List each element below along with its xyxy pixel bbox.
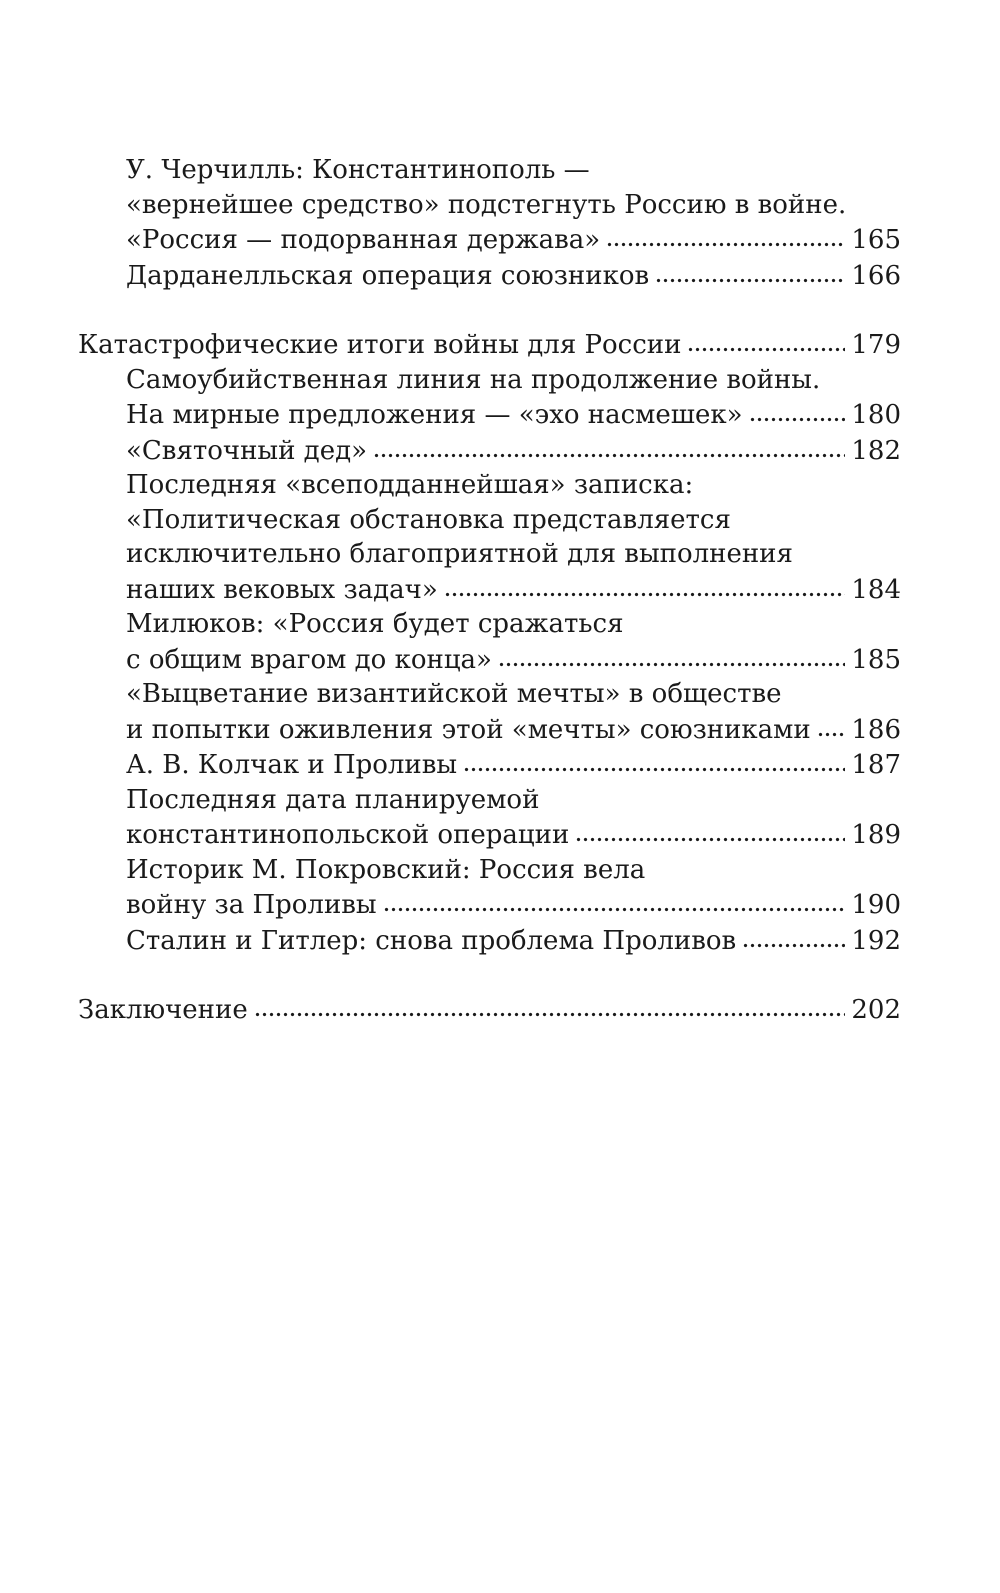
- toc-entry-line: [78, 222, 901, 258]
- toc-section-entry[interactable]: [78, 747, 901, 783]
- section-spacer: [78, 293, 901, 327]
- toc-group: [78, 153, 901, 293]
- toc-entry-line: [78, 433, 901, 469]
- toc-entry-title: «Святочный дед»: [126, 435, 367, 466]
- page-number: 180: [851, 400, 901, 430]
- toc-entry-line: [78, 503, 901, 538]
- toc-entry-title: У. Черчилль: Константинополь —: [126, 155, 590, 185]
- dot-leader: [749, 397, 846, 423]
- dot-leader: [742, 923, 845, 949]
- dot-leader: [254, 992, 846, 1018]
- toc-entry-line: [78, 923, 901, 959]
- dot-leader: [687, 327, 845, 353]
- dot-leader: [444, 572, 846, 598]
- toc-entry-title: войну за Проливы: [126, 890, 377, 920]
- toc-entry-title: Самоубийственная линия на продолжение войны.: [126, 364, 821, 395]
- toc-entry-title: Сталин и Гитлер: снова проблема Проливов: [126, 925, 737, 956]
- toc-entry-title: «Политическая обстановка представляется: [126, 504, 731, 535]
- toc-entry-title: «Выцветание византийской мечты» в обществе: [126, 679, 782, 709]
- toc-entry-title: наших вековых задач»: [126, 574, 438, 605]
- toc-entry-line: [78, 712, 901, 748]
- toc-chapter-entry[interactable]: [78, 992, 901, 1028]
- toc-section-entry[interactable]: [78, 607, 901, 677]
- toc-entry-title: Последняя «всеподданнейшая» записка:: [126, 470, 694, 500]
- toc-section-entry[interactable]: [78, 677, 901, 747]
- toc-section-entry[interactable]: [78, 258, 901, 294]
- toc-entry-line: [78, 607, 901, 642]
- toc-entry-line: [78, 363, 901, 398]
- toc-entry-title: Дарданелльская операция союзников: [126, 260, 650, 291]
- table-of-contents: [78, 153, 901, 1028]
- toc-entry-line: [78, 992, 901, 1028]
- toc-entry-line: [78, 468, 901, 503]
- toc-entry-line: [78, 817, 901, 853]
- toc-entry-title: исключительно благоприятной для выполнения: [126, 539, 793, 569]
- toc-entry-title: «вернейшее средство» подстегнуть Россию в войне.: [126, 189, 847, 220]
- page-number: 192: [851, 925, 901, 956]
- toc-entry-line: [78, 188, 901, 223]
- toc-entry-title: На мирные предложения — «эхо насмешек»: [126, 400, 743, 430]
- toc-entry-line: [78, 642, 901, 678]
- page-number: 186: [851, 714, 901, 745]
- toc-entry-line: [78, 397, 901, 433]
- toc-section-entry[interactable]: [78, 923, 901, 959]
- page-number: 187: [851, 750, 901, 780]
- toc-section-entry[interactable]: [78, 433, 901, 469]
- toc-section-entry[interactable]: [78, 783, 901, 853]
- page-number: 166: [851, 260, 901, 291]
- page-number: 182: [851, 435, 901, 466]
- toc-entry-line: [78, 747, 901, 783]
- toc-chapter-entry[interactable]: [78, 327, 901, 363]
- page-number: 179: [851, 330, 901, 360]
- page-number: 190: [851, 890, 901, 920]
- toc-entry-line: [78, 572, 901, 608]
- toc-group: [78, 327, 901, 958]
- toc-entry-title: «Россия — подорванная держава»: [126, 225, 601, 255]
- toc-entry-title: Заключение: [78, 995, 248, 1025]
- toc-entry-line: [78, 153, 901, 188]
- toc-entry-line: [78, 677, 901, 712]
- toc-entry-line: [78, 887, 901, 923]
- toc-entry-line: [78, 537, 901, 572]
- toc-entry-title: константинопольской операции: [126, 820, 570, 850]
- dot-leader: [575, 817, 845, 843]
- toc-entry-title: Историк М. Покровский: Россия вела: [126, 854, 646, 885]
- dot-leader: [373, 433, 845, 459]
- dot-leader: [817, 712, 846, 738]
- dot-leader: [655, 258, 845, 284]
- page-number: 185: [851, 644, 901, 675]
- page-number: 165: [851, 225, 901, 255]
- toc-entry-title: Милюков: «Россия будет сражаться: [126, 609, 624, 639]
- dot-leader: [463, 747, 845, 773]
- toc-entry-title: Катастрофические итоги войны для России: [78, 330, 682, 360]
- toc-section-entry[interactable]: [78, 153, 901, 258]
- dot-leader: [498, 642, 845, 668]
- toc-entry-line: [78, 853, 901, 888]
- page-number: 189: [851, 820, 901, 850]
- toc-section-entry[interactable]: [78, 853, 901, 923]
- toc-section-entry[interactable]: [78, 468, 901, 607]
- toc-entry-title: и попытки оживления этой «мечты» союзниками: [126, 714, 811, 745]
- toc-entry-title: с общим врагом до конца»: [126, 644, 492, 675]
- toc-entry-line: [78, 258, 901, 294]
- toc-section-entry[interactable]: [78, 363, 901, 433]
- toc-entry-line: [78, 783, 901, 818]
- dot-leader: [606, 222, 845, 248]
- page-number: 184: [851, 574, 901, 605]
- section-spacer: [78, 958, 901, 992]
- toc-entry-title: А. В. Колчак и Проливы: [126, 750, 458, 780]
- toc-entry-title: Последняя дата планируемой: [126, 784, 540, 815]
- page-number: 202: [851, 995, 901, 1025]
- toc-entry-line: [78, 327, 901, 363]
- toc-group: [78, 992, 901, 1028]
- dot-leader: [383, 887, 846, 913]
